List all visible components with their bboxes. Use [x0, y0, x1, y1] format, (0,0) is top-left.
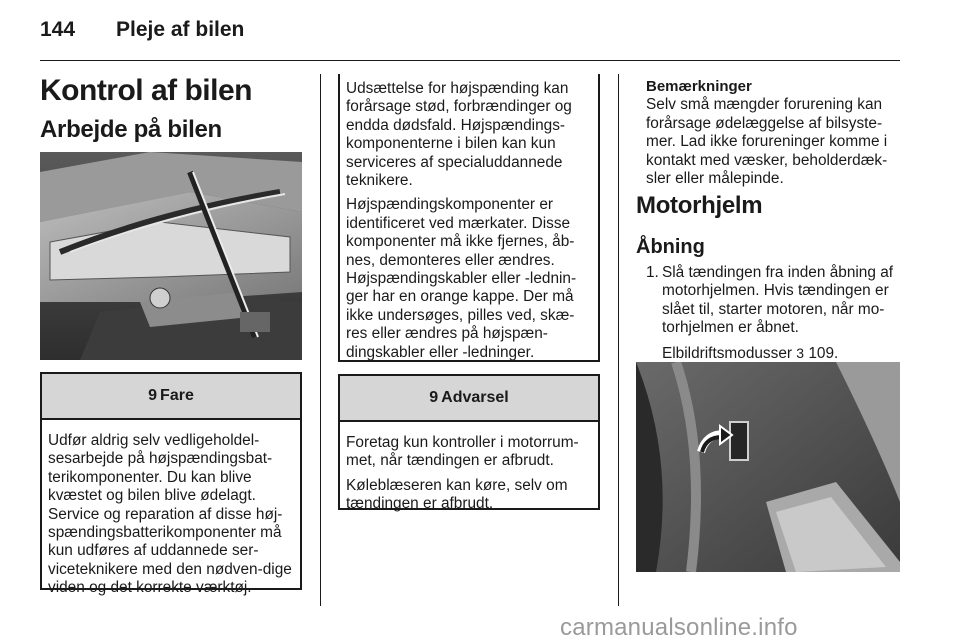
warning-box-header: [340, 376, 598, 422]
section-title-hood: Motorhjelm: [636, 192, 763, 219]
page-title: Kontrol af bilen: [40, 74, 252, 107]
step-item: [636, 264, 902, 338]
watermark: carmanualsonline.info: [560, 614, 798, 641]
danger-box-header: [42, 374, 300, 420]
warning-triangle-icon: 9: [148, 387, 158, 404]
engine-bay-image: [40, 152, 302, 360]
page-number: 144: [40, 18, 76, 41]
note-text: Selv små mængder forurening kan forårsage ødelæggelse af bilsyste-mer. Lad ikke forureninger komme i kontakt med væsker, beholderdæk-sler eller målepinde.: [646, 96, 888, 188]
danger-box-text: Udfør aldrig selv vedligeholdel-sesarbejde på højspændingsbat-terikomponenter. Du kan blive kvæstet og bilen blive ødelagt. Service og reparation af disse høj-spændingsbatterikomponenter må kun udføres af uddannede ser-viceteknikere med den nødven-dige viden og det korrekte værktøj.: [48, 432, 292, 597]
section-title: Arbejde på bilen: [40, 116, 222, 143]
warning-box: [338, 374, 600, 513]
engine-bay-illustration: [40, 152, 302, 360]
warning-text-1: Foretag kun kontroller i motorrum-met, når tændingen er afbrudt.: [346, 434, 579, 470]
reference-page: 109.: [808, 344, 839, 362]
high-voltage-text-1: Udsættelse for højspænding kan forårsage stød, forbrændinger og endda dødsfald. Højspændings-komponenterne i bilen kan kun serviceres af specialuddannede teknikere.: [346, 80, 572, 190]
danger-box-heading: Fare: [160, 387, 194, 404]
high-voltage-box-body: [340, 74, 598, 374]
reference-label: Elbildriftsmodusser: [662, 344, 793, 362]
hood-release-image: [636, 362, 900, 572]
danger-box: [40, 372, 302, 597]
high-voltage-box: [338, 74, 600, 362]
step-text: Slå tændingen fra inden åbning af motorhjelmen. Hvis tændingen er slået til, starter motoren, når mo-torhjelmen er åbnet.: [662, 264, 894, 337]
subsection-title-opening: Åbning: [636, 236, 705, 258]
warning-box-heading: Advarsel: [441, 389, 509, 406]
column-divider-right: [618, 74, 619, 606]
running-title: Pleje af bilen: [116, 18, 245, 41]
warning-text-2: Køleblæseren kan køre, selv om tændingen er afbrudt.: [346, 476, 568, 513]
danger-box-body: [42, 420, 300, 610]
warning-box-body: [340, 422, 598, 526]
step-number: 1.: [646, 264, 659, 281]
note-block: [646, 78, 902, 188]
steps-list: [636, 264, 902, 363]
high-voltage-text-2: Højspændingskomponenter er identificeret ved mærkater. Disse komponenter må ikke fjernes, åb-nes, demonteres eller ændres. Højspændingskabler eller -lednin-ger har en orange kappe. Der må ikke undersøges, pilles ved, skæ-res eller ændres på højspæn-dingskabler eller -ledninger.: [346, 196, 577, 361]
note-title: Bemærkninger: [646, 78, 752, 95]
cross-reference: [636, 344, 902, 363]
hood-release-illustration: [636, 362, 900, 572]
header-rule: [40, 60, 900, 61]
warning-triangle-icon: 9: [429, 389, 439, 406]
page-reference-arrow-icon: 3: [796, 344, 805, 361]
column-divider-left: [320, 74, 321, 606]
